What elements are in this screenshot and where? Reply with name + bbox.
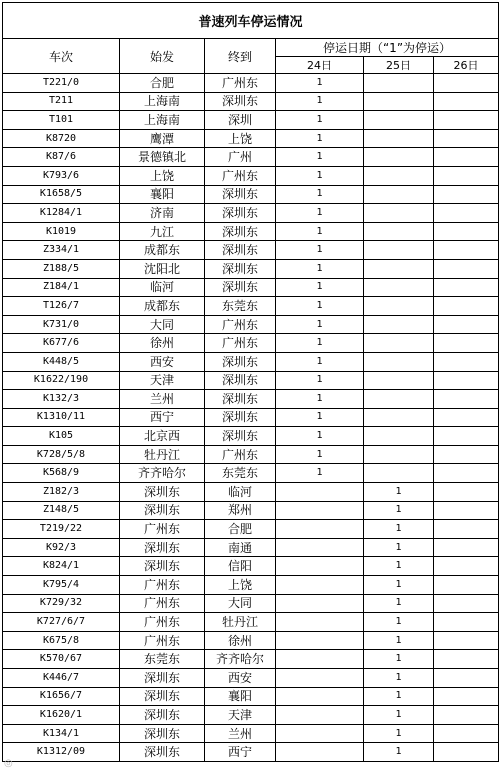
header-suspension-dates: 停运日期（“1”为停运） — [276, 39, 499, 57]
train-number-cell: K793/6 — [3, 166, 120, 185]
table-row — [3, 464, 499, 483]
origin-cell: 成都东 — [120, 241, 205, 260]
day25-cell: 1 — [364, 669, 434, 688]
table-row — [3, 724, 499, 743]
table-row — [3, 297, 499, 316]
train-number-cell: K1312/09 — [3, 743, 120, 762]
destination-cell: 东莞东 — [205, 464, 276, 483]
destination-cell: 广州 — [205, 148, 276, 167]
watermark-logo: ◎ — [4, 758, 13, 769]
train-number-cell: K1620/1 — [3, 706, 120, 725]
day26-cell — [434, 371, 499, 390]
day24-cell — [276, 724, 364, 743]
day24-cell: 1 — [276, 445, 364, 464]
table-row — [3, 557, 499, 576]
table-row — [3, 650, 499, 669]
destination-cell: 深圳 — [205, 111, 276, 130]
table-row — [3, 111, 499, 130]
table-row — [3, 74, 499, 93]
day26-cell — [434, 687, 499, 706]
train-number-cell: Z334/1 — [3, 241, 120, 260]
origin-cell: 景德镇北 — [120, 148, 205, 167]
origin-cell: 东莞东 — [120, 650, 205, 669]
day26-cell — [434, 278, 499, 297]
origin-cell: 北京西 — [120, 427, 205, 446]
origin-cell: 深圳东 — [120, 501, 205, 520]
day24-cell: 1 — [276, 352, 364, 371]
day24-cell: 1 — [276, 278, 364, 297]
day24-cell: 1 — [276, 315, 364, 334]
train-number-cell: K1622/190 — [3, 371, 120, 390]
day24-cell — [276, 687, 364, 706]
day26-cell — [434, 334, 499, 353]
day25-cell — [364, 92, 434, 111]
table-row — [3, 129, 499, 148]
day24-cell: 1 — [276, 166, 364, 185]
day24-cell — [276, 576, 364, 595]
destination-cell: 牡丹江 — [205, 613, 276, 632]
header-day26: 26日 — [434, 57, 499, 74]
header-origin: 始发 — [120, 39, 205, 74]
origin-cell: 深圳东 — [120, 538, 205, 557]
origin-cell: 牡丹江 — [120, 445, 205, 464]
suspension-table — [2, 2, 499, 762]
day24-cell — [276, 743, 364, 762]
day26-cell — [434, 576, 499, 595]
destination-cell: 深圳东 — [205, 92, 276, 111]
origin-cell: 襄阳 — [120, 185, 205, 204]
train-number-cell: K1019 — [3, 222, 120, 241]
day25-cell — [364, 390, 434, 409]
day25-cell — [364, 334, 434, 353]
day26-cell — [434, 222, 499, 241]
day26-cell — [434, 408, 499, 427]
day26-cell — [434, 706, 499, 725]
day25-cell: 1 — [364, 743, 434, 762]
day25-cell — [364, 427, 434, 446]
table-row — [3, 594, 499, 613]
destination-cell: 广州东 — [205, 315, 276, 334]
train-number-cell: K795/4 — [3, 576, 120, 595]
day24-cell: 1 — [276, 148, 364, 167]
train-number-cell: K1310/11 — [3, 408, 120, 427]
day24-cell: 1 — [276, 371, 364, 390]
header-day25: 25日 — [364, 57, 434, 74]
day25-cell — [364, 222, 434, 241]
header-train: 车次 — [3, 39, 120, 74]
table-row — [3, 576, 499, 595]
day25-cell: 1 — [364, 706, 434, 725]
origin-cell: 广州东 — [120, 576, 205, 595]
train-number-cell: T126/7 — [3, 297, 120, 316]
day24-cell: 1 — [276, 129, 364, 148]
table-title: 普速列车停运情况 — [3, 3, 499, 39]
day24-cell — [276, 538, 364, 557]
train-number-cell: Z148/5 — [3, 501, 120, 520]
table-row — [3, 520, 499, 539]
train-number-cell: T211 — [3, 92, 120, 111]
origin-cell: 广州东 — [120, 613, 205, 632]
table-row — [3, 687, 499, 706]
train-number-cell: K727/6/7 — [3, 613, 120, 632]
destination-cell: 广州东 — [205, 334, 276, 353]
day25-cell — [364, 204, 434, 223]
train-number-cell: K728/5/8 — [3, 445, 120, 464]
day24-cell: 1 — [276, 74, 364, 93]
destination-cell: 襄阳 — [205, 687, 276, 706]
origin-cell: 深圳东 — [120, 557, 205, 576]
day26-cell — [434, 445, 499, 464]
day24-cell — [276, 706, 364, 725]
day26-cell — [434, 464, 499, 483]
train-number-cell: K87/6 — [3, 148, 120, 167]
destination-cell: 天津 — [205, 706, 276, 725]
day26-cell — [434, 74, 499, 93]
day26-cell — [434, 501, 499, 520]
day25-cell — [364, 297, 434, 316]
day24-cell — [276, 501, 364, 520]
table-row — [3, 315, 499, 334]
table-row — [3, 241, 499, 260]
day25-cell: 1 — [364, 613, 434, 632]
destination-cell: 深圳东 — [205, 427, 276, 446]
day24-cell — [276, 669, 364, 688]
origin-cell: 鹰潭 — [120, 129, 205, 148]
day26-cell — [434, 631, 499, 650]
origin-cell: 上海南 — [120, 92, 205, 111]
day24-cell: 1 — [276, 92, 364, 111]
day24-cell — [276, 520, 364, 539]
origin-cell: 齐齐哈尔 — [120, 464, 205, 483]
train-number-cell: K1656/7 — [3, 687, 120, 706]
origin-cell: 深圳东 — [120, 669, 205, 688]
day25-cell: 1 — [364, 650, 434, 669]
day26-cell — [434, 650, 499, 669]
day25-cell — [364, 241, 434, 260]
day26-cell — [434, 148, 499, 167]
day26-cell — [434, 204, 499, 223]
day24-cell: 1 — [276, 390, 364, 409]
table-row — [3, 669, 499, 688]
train-number-cell: Z188/5 — [3, 259, 120, 278]
day26-cell — [434, 297, 499, 316]
day24-cell — [276, 631, 364, 650]
destination-cell: 合肥 — [205, 520, 276, 539]
day24-cell: 1 — [276, 464, 364, 483]
train-number-cell: K824/1 — [3, 557, 120, 576]
day25-cell — [364, 445, 434, 464]
day24-cell: 1 — [276, 408, 364, 427]
train-number-cell: K1658/5 — [3, 185, 120, 204]
table-row — [3, 166, 499, 185]
destination-cell: 东莞东 — [205, 297, 276, 316]
day25-cell — [364, 148, 434, 167]
day26-cell — [434, 538, 499, 557]
day25-cell: 1 — [364, 501, 434, 520]
table-row — [3, 185, 499, 204]
train-number-cell: K675/8 — [3, 631, 120, 650]
train-number-cell: T219/22 — [3, 520, 120, 539]
origin-cell: 上海南 — [120, 111, 205, 130]
destination-cell: 西安 — [205, 669, 276, 688]
day25-cell — [364, 464, 434, 483]
origin-cell: 深圳东 — [120, 724, 205, 743]
table-row — [3, 501, 499, 520]
origin-cell: 西宁 — [120, 408, 205, 427]
origin-cell: 西安 — [120, 352, 205, 371]
table-row — [3, 352, 499, 371]
day26-cell — [434, 557, 499, 576]
origin-cell: 成都东 — [120, 297, 205, 316]
table-row — [3, 706, 499, 725]
table-row — [3, 631, 499, 650]
destination-cell: 信阳 — [205, 557, 276, 576]
origin-cell: 兰州 — [120, 390, 205, 409]
day25-cell — [364, 278, 434, 297]
destination-cell: 兰州 — [205, 724, 276, 743]
day24-cell — [276, 613, 364, 632]
day26-cell — [434, 743, 499, 762]
day26-cell — [434, 241, 499, 260]
train-number-cell: Z182/3 — [3, 483, 120, 502]
origin-cell: 广州东 — [120, 594, 205, 613]
origin-cell: 沈阳北 — [120, 259, 205, 278]
train-number-cell: K8720 — [3, 129, 120, 148]
destination-cell: 大同 — [205, 594, 276, 613]
origin-cell: 上饶 — [120, 166, 205, 185]
train-number-cell: K568/9 — [3, 464, 120, 483]
day24-cell — [276, 594, 364, 613]
destination-cell: 广州东 — [205, 166, 276, 185]
day24-cell: 1 — [276, 241, 364, 260]
origin-cell: 大同 — [120, 315, 205, 334]
origin-cell: 合肥 — [120, 74, 205, 93]
day26-cell — [434, 166, 499, 185]
destination-cell: 齐齐哈尔 — [205, 650, 276, 669]
day24-cell: 1 — [276, 185, 364, 204]
day24-cell: 1 — [276, 334, 364, 353]
table-row — [3, 743, 499, 762]
day24-cell — [276, 483, 364, 502]
day25-cell — [364, 185, 434, 204]
day25-cell: 1 — [364, 576, 434, 595]
day26-cell — [434, 111, 499, 130]
day26-cell — [434, 483, 499, 502]
day24-cell: 1 — [276, 259, 364, 278]
destination-cell: 深圳东 — [205, 241, 276, 260]
day25-cell — [364, 315, 434, 334]
day25-cell — [364, 371, 434, 390]
destination-cell: 西宁 — [205, 743, 276, 762]
day26-cell — [434, 185, 499, 204]
table-row — [3, 445, 499, 464]
destination-cell: 深圳东 — [205, 408, 276, 427]
header-day24: 24日 — [276, 57, 364, 74]
table-row — [3, 148, 499, 167]
day25-cell: 1 — [364, 631, 434, 650]
train-number-cell: Z184/1 — [3, 278, 120, 297]
origin-cell: 深圳东 — [120, 687, 205, 706]
header-destination: 终到 — [205, 39, 276, 74]
destination-cell: 临河 — [205, 483, 276, 502]
day26-cell — [434, 594, 499, 613]
day25-cell — [364, 352, 434, 371]
day26-cell — [434, 520, 499, 539]
train-number-cell: T101 — [3, 111, 120, 130]
train-number-cell: K1284/1 — [3, 204, 120, 223]
table-row — [3, 427, 499, 446]
destination-cell: 深圳东 — [205, 278, 276, 297]
day25-cell: 1 — [364, 538, 434, 557]
table-row — [3, 408, 499, 427]
day25-cell: 1 — [364, 594, 434, 613]
day25-cell: 1 — [364, 724, 434, 743]
table-row — [3, 613, 499, 632]
train-number-cell: T221/0 — [3, 74, 120, 93]
day24-cell: 1 — [276, 297, 364, 316]
table-row — [3, 371, 499, 390]
destination-cell: 上饶 — [205, 576, 276, 595]
table-row — [3, 538, 499, 557]
destination-cell: 深圳东 — [205, 222, 276, 241]
day26-cell — [434, 613, 499, 632]
day26-cell — [434, 427, 499, 446]
day26-cell — [434, 315, 499, 334]
train-number-cell: K132/3 — [3, 390, 120, 409]
destination-cell: 深圳东 — [205, 259, 276, 278]
day24-cell — [276, 650, 364, 669]
day25-cell — [364, 111, 434, 130]
origin-cell: 九江 — [120, 222, 205, 241]
destination-cell: 广州东 — [205, 445, 276, 464]
day26-cell — [434, 129, 499, 148]
table-row — [3, 222, 499, 241]
origin-cell: 徐州 — [120, 334, 205, 353]
train-number-cell: K105 — [3, 427, 120, 446]
destination-cell: 深圳东 — [205, 204, 276, 223]
day26-cell — [434, 92, 499, 111]
destination-cell: 上饶 — [205, 129, 276, 148]
table-row — [3, 334, 499, 353]
destination-cell: 深圳东 — [205, 371, 276, 390]
origin-cell: 临河 — [120, 278, 205, 297]
day25-cell — [364, 74, 434, 93]
day26-cell — [434, 724, 499, 743]
day25-cell — [364, 129, 434, 148]
day25-cell — [364, 408, 434, 427]
day24-cell: 1 — [276, 222, 364, 241]
origin-cell: 深圳东 — [120, 483, 205, 502]
day25-cell — [364, 259, 434, 278]
train-number-cell: K92/3 — [3, 538, 120, 557]
table-body — [3, 74, 499, 762]
train-number-cell: K448/5 — [3, 352, 120, 371]
destination-cell: 深圳东 — [205, 390, 276, 409]
destination-cell: 郑州 — [205, 501, 276, 520]
train-number-cell: K731/0 — [3, 315, 120, 334]
day25-cell: 1 — [364, 520, 434, 539]
origin-cell: 深圳东 — [120, 706, 205, 725]
day24-cell — [276, 557, 364, 576]
table-row — [3, 278, 499, 297]
day25-cell: 1 — [364, 483, 434, 502]
destination-cell: 南通 — [205, 538, 276, 557]
day25-cell: 1 — [364, 687, 434, 706]
train-number-cell: K446/7 — [3, 669, 120, 688]
day26-cell — [434, 669, 499, 688]
origin-cell: 广州东 — [120, 520, 205, 539]
train-number-cell: K134/1 — [3, 724, 120, 743]
train-number-cell: K729/32 — [3, 594, 120, 613]
table-row — [3, 204, 499, 223]
destination-cell: 徐州 — [205, 631, 276, 650]
origin-cell: 天津 — [120, 371, 205, 390]
destination-cell: 深圳东 — [205, 185, 276, 204]
day24-cell: 1 — [276, 427, 364, 446]
day26-cell — [434, 352, 499, 371]
day25-cell — [364, 166, 434, 185]
origin-cell: 济南 — [120, 204, 205, 223]
day24-cell: 1 — [276, 204, 364, 223]
train-number-cell: K677/6 — [3, 334, 120, 353]
day24-cell: 1 — [276, 111, 364, 130]
origin-cell: 深圳东 — [120, 743, 205, 762]
day26-cell — [434, 259, 499, 278]
day26-cell — [434, 390, 499, 409]
table-row — [3, 390, 499, 409]
table-row — [3, 259, 499, 278]
table-row — [3, 483, 499, 502]
destination-cell: 深圳东 — [205, 352, 276, 371]
destination-cell: 广州东 — [205, 74, 276, 93]
origin-cell: 广州东 — [120, 631, 205, 650]
train-number-cell: K570/67 — [3, 650, 120, 669]
table-row — [3, 92, 499, 111]
day25-cell: 1 — [364, 557, 434, 576]
